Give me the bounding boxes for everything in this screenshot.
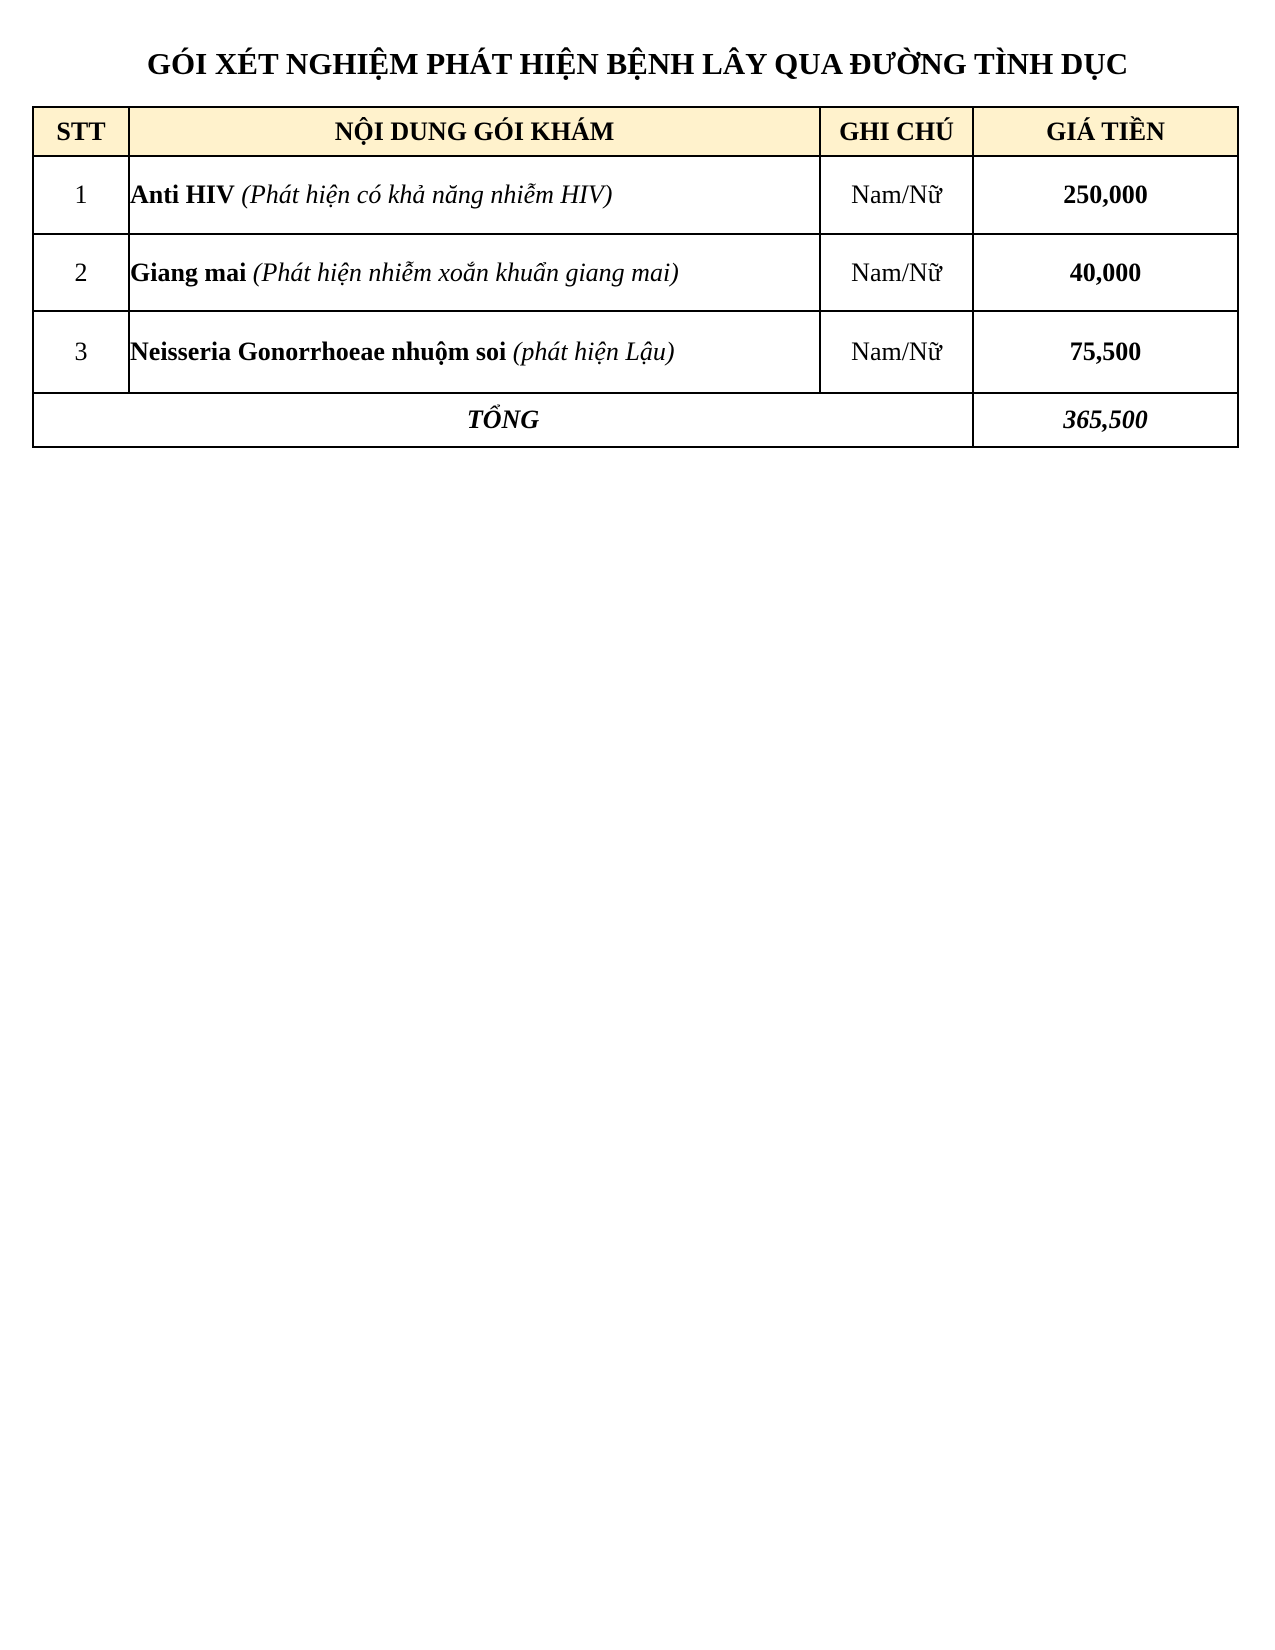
row-price: 75,500 [973, 311, 1238, 393]
row-note: Nam/Nữ [820, 156, 973, 234]
test-description: (Phát hiện nhiễm xoắn khuẩn giang mai) [252, 257, 679, 287]
test-description: (phát hiện Lậu) [512, 337, 675, 366]
row-stt: 3 [33, 311, 129, 393]
header-row [33, 107, 1238, 156]
table-row [33, 234, 1238, 311]
page-title: GÓI XÉT NGHIỆM PHÁT HIỆN BỆNH LÂY QUA ĐƯỜNG TÌNH DỤC [146, 46, 1129, 81]
row-price: 250,000 [973, 156, 1238, 234]
table-row [33, 311, 1238, 393]
row-price: 40,000 [973, 234, 1238, 311]
test-name: Giang mai [130, 257, 247, 287]
row-content [129, 156, 820, 234]
header-price: GIÁ TIỀN [973, 107, 1238, 156]
test-package-table [32, 106, 1239, 448]
total-label: TỔNG [33, 393, 973, 447]
row-note: Nam/Nữ [820, 311, 973, 393]
table-row [33, 156, 1238, 234]
header-note: GHI CHÚ [820, 107, 973, 156]
test-description: (Phát hiện có khả năng nhiễm HIV) [241, 180, 613, 209]
row-stt: 1 [33, 156, 129, 234]
total-value: 365,500 [973, 393, 1238, 447]
row-content [129, 311, 820, 393]
row-content [129, 234, 820, 311]
header-content: NỘI DUNG GÓI KHÁM [129, 107, 820, 156]
row-stt: 2 [33, 234, 129, 311]
row-note: Nam/Nữ [820, 234, 973, 311]
header-stt: STT [33, 107, 129, 156]
test-name: Neisseria Gonorrhoeae nhuộm soi [130, 337, 507, 366]
total-row [33, 393, 1238, 447]
test-name: Anti HIV [130, 180, 235, 209]
